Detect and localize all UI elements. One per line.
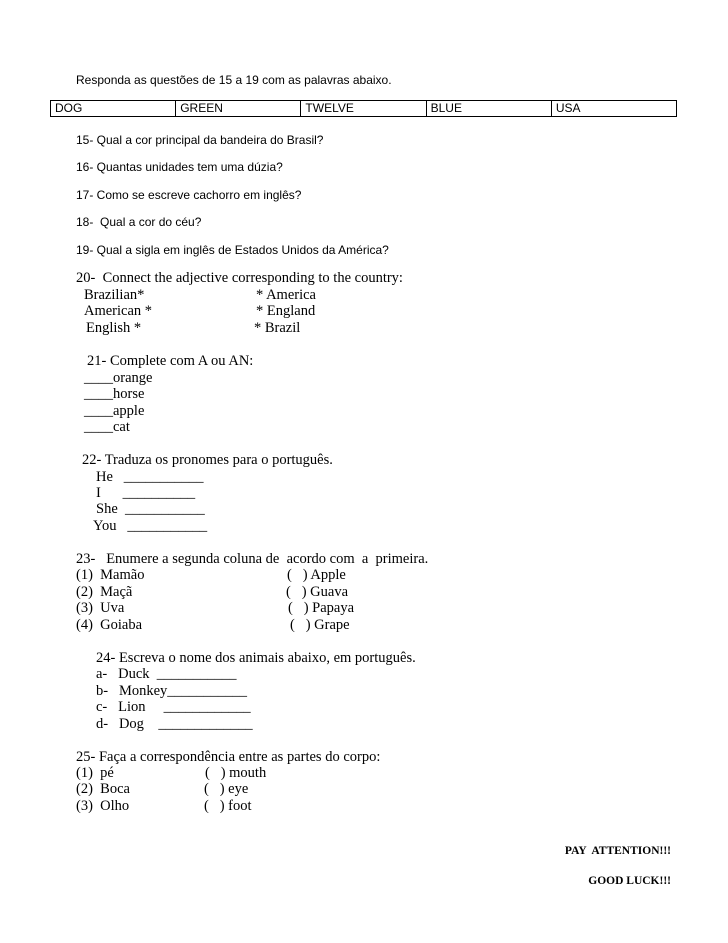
q25-answer: ( ) mouth: [205, 765, 267, 781]
q20-adjective: American *: [84, 303, 153, 319]
word-cell: DOG: [51, 101, 176, 116]
question-19: 19- Qual a sigla em inglês de Estados Unidos da América?: [76, 243, 389, 257]
q25-answer: ( ) foot: [204, 798, 252, 814]
instruction-text: Responda as questões de 15 a 19 com as palavras abaixo.: [76, 73, 392, 87]
q22-item: I __________: [96, 485, 196, 501]
question-25-title: 25- Faça a correspondência entre as partes do corpo:: [76, 749, 381, 765]
good-luck-text: GOOD LUCK!!!: [588, 875, 671, 887]
question-20-title: 20- Connect the adjective corresponding to the country:: [76, 270, 403, 286]
q22-item: He ___________: [96, 469, 204, 485]
q22-item: You ___________: [93, 518, 208, 534]
q23-answer: ( ) Guava: [286, 584, 349, 600]
word-cell: USA: [555, 101, 581, 115]
question-18: 18- Qual a cor do céu?: [76, 215, 202, 229]
q25-answer: ( ) eye: [204, 781, 249, 797]
word-cell: TWELVE: [301, 101, 426, 116]
q23-answer: ( ) Apple: [287, 567, 346, 583]
q23-item: (1) Mamão: [76, 567, 145, 583]
word-cell: GREEN: [176, 101, 301, 116]
q21-item: ____horse: [84, 386, 145, 402]
q24-item: c- Lion ____________: [96, 699, 251, 715]
q21-item: ____orange: [84, 370, 153, 386]
question-15: 15- Qual a cor principal da bandeira do Brasil?: [76, 133, 324, 147]
question-23-title: 23- Enumere a segunda coluna de acordo com a primeira.: [76, 551, 429, 567]
question-21-title: 21- Complete com A ou AN:: [87, 353, 254, 369]
question-16: 16- Quantas unidades tem uma dúzia?: [76, 160, 283, 174]
q23-answer: ( ) Grape: [290, 617, 350, 633]
q23-item: (3) Uva: [76, 600, 125, 616]
word-cell: BLUE: [427, 101, 552, 116]
q21-item: ____apple: [84, 403, 145, 419]
q20-country: * America: [256, 287, 316, 303]
q24-item: b- Monkey___________: [96, 683, 248, 699]
question-22-title: 22- Traduza os pronomes para o português.: [82, 452, 333, 468]
pay-attention-text: PAY ATTENTION!!!: [564, 845, 671, 857]
q20-country: * England: [256, 303, 316, 319]
question-24-title: 24- Escreva o nome dos animais abaixo, em português.: [96, 650, 416, 666]
question-17: 17- Como se escreve cachorro em inglês?: [76, 188, 302, 202]
q23-item: (4) Goiaba: [76, 617, 143, 633]
q20-adjective: English *: [86, 320, 142, 336]
q25-item: (2) Boca: [76, 781, 130, 797]
q22-item: She ___________: [96, 501, 205, 517]
q25-item: (3) Olho: [76, 798, 130, 814]
q21-item: ____cat: [84, 419, 130, 435]
q24-item: a- Duck ___________: [96, 666, 237, 682]
q23-item: (2) Maçã: [76, 584, 133, 600]
q20-country: * Brazil: [254, 320, 301, 336]
q20-adjective: Brazilian*: [84, 287, 145, 303]
q25-item: (1) pé: [76, 765, 114, 781]
q24-item: d- Dog _____________: [96, 716, 253, 732]
word-bank-table: [50, 100, 677, 117]
q23-answer: ( ) Papaya: [288, 600, 355, 616]
